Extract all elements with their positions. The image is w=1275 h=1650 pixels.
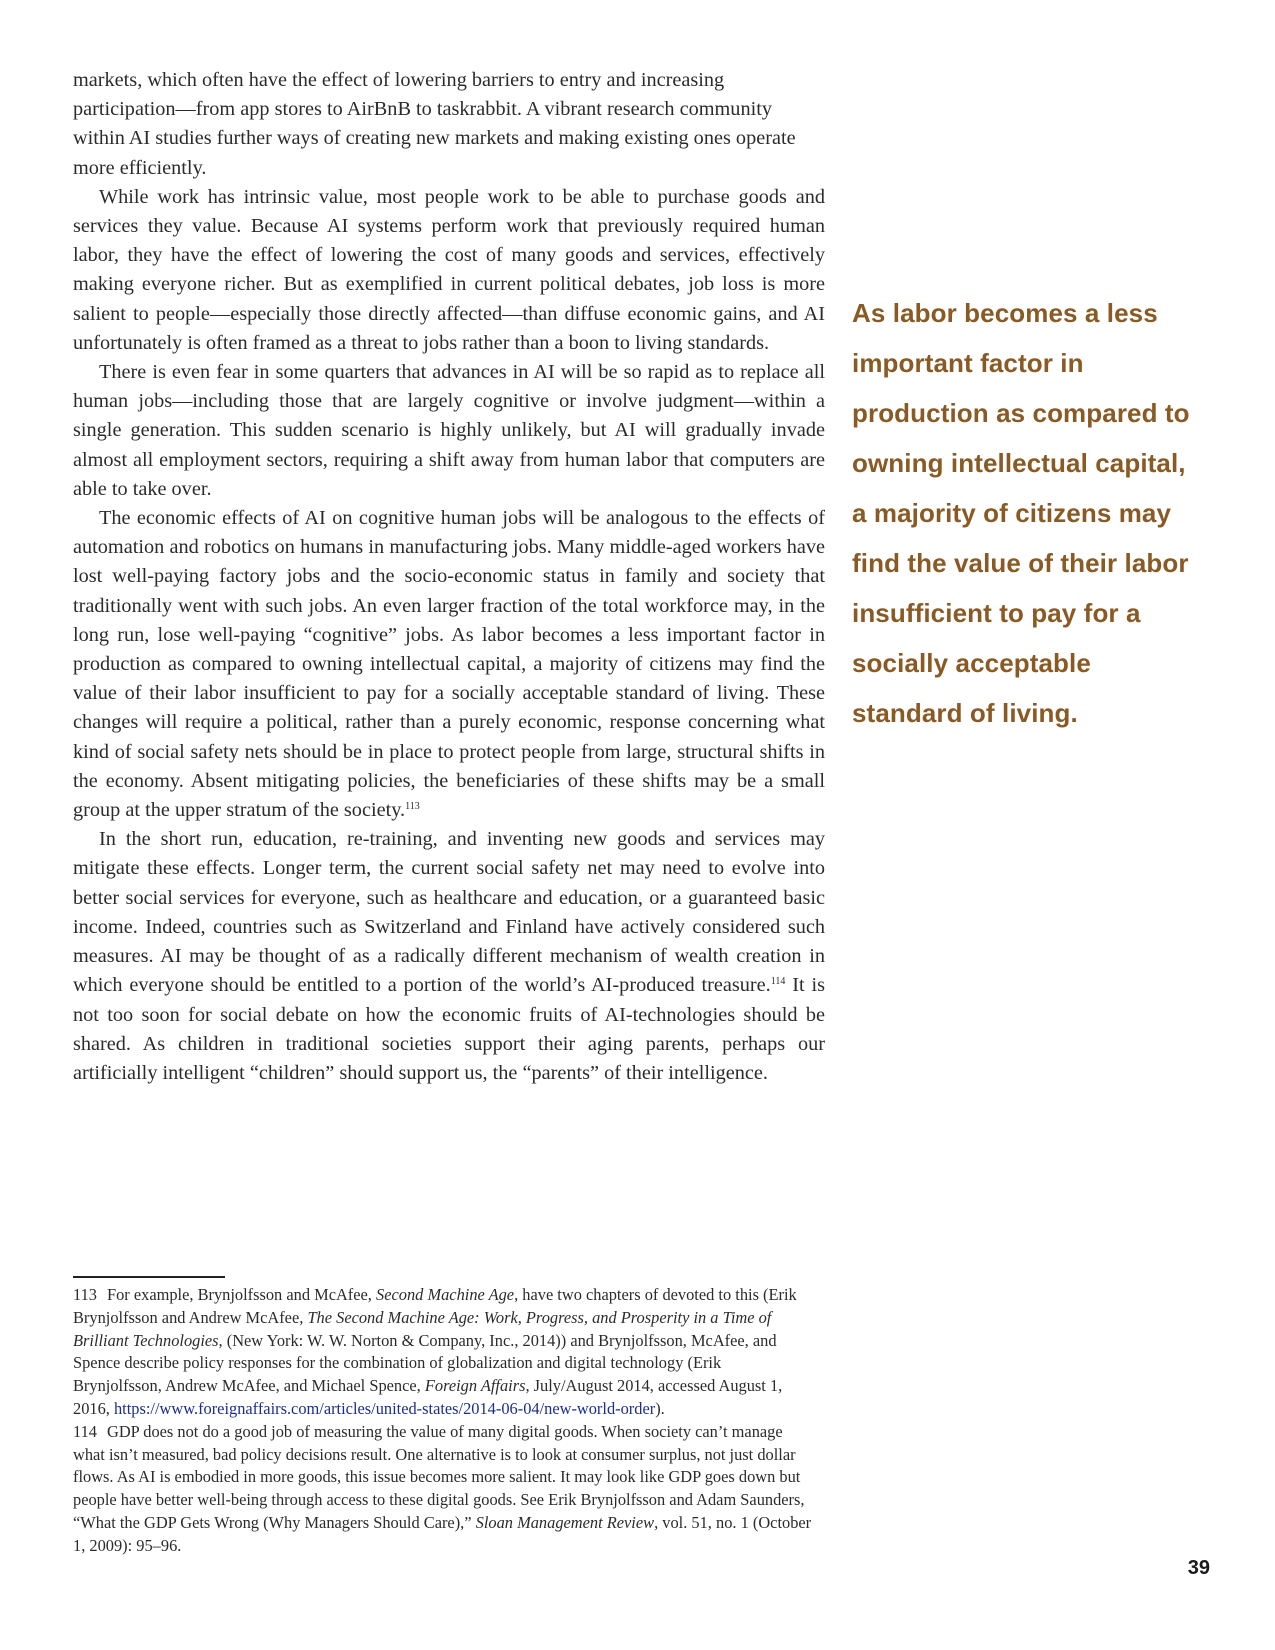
footnote-text: , July/August 2014, accessed August 1, 2016, — [73, 1376, 783, 1418]
main-body-text — [73, 66, 825, 1088]
footnote-ref-114[interactable]: 114 — [770, 976, 786, 988]
paragraph-4-text: The economic effects of AI on cognitive human jobs will be analogous to the effects of automation and robotics on humans in manufacturing jobs. Many middle-aged workers have lost well-paying factory jobs and the socio-economic status in family and society that traditionally went with such jobs. An even larger fraction of the total workforce may, in the long run, lose well-paying “cognitive” jobs. As labor becomes a less important factor in production as compared to owning intellectual capital, a majority of citizens may find the value of their labor insufficient to pay for a socially acceptable standard of living. These changes will require a political, rather than a purely economic, response concerning what kind of social safety nets should be in place to protect people from large, structural shifts in the economy. Absent mitigating policies, the beneficiaries of these shifts may be a small group at the upper stratum of the society. — [73, 507, 825, 822]
paragraph-5 — [73, 825, 825, 1088]
paragraph-5-text-b: It is not too soon for social debate on how the economic fruits of AI-technologies should be shared. As children in traditional societies support their aging parents, perhaps our artificially intelligent “children” should support us, the “parents” of their intelligence. — [73, 974, 825, 1084]
footnotes — [73, 1284, 813, 1558]
footnote-113 — [73, 1284, 813, 1421]
footnote-title-italic: Second Machine Age — [376, 1285, 515, 1304]
footnote-link[interactable]: https://www.foreignaffairs.com/articles/united-states/2014-06-04/new-world-order — [113, 1398, 656, 1418]
paragraph-2: While work has intrinsic value, most people work to be able to purchase goods and services they value. Because AI systems perform work that previously required human labor, they have the effect of lowering the cost of many goods and services, effectively making everyone richer. But as exemplified in current political debates, job loss is more salient to people—especially those directly affected—than diffuse economic gains, and AI unfortunately is often framed as a threat to jobs rather than a boon to living standards. — [73, 185, 825, 354]
footnote-text: GDP does not do a good job of measuring the value of many digital goods. When society can’t manage what isn’t measured, bad policy decisions result. One alternative is to look at consumer surplus, not just dollar flows. As AI is embodied in more goods, this issue becomes more salient. It may look like GDP goes down but people have better well-being through access to these digital goods. See Erik Brynjolfsson and Adam Saunders, “What the GDP Gets Wrong (Why Managers Should Care),” — [73, 1421, 805, 1532]
footnote-title-italic: Foreign Affairs — [424, 1376, 526, 1396]
footnote-divider — [73, 1276, 225, 1278]
footnote-text: ). — [655, 1398, 665, 1418]
page-number: 39 — [1187, 1557, 1210, 1579]
paragraph-3: There is even fear in some quarters that advances in AI will be so rapid as to replace all human jobs—including those that are largely cognitive or involve judgment—within a single generation. This sudden scenario is highly unlikely, but AI will gradually invade almost all employment sectors, requiring a shift away from human labor that computers are able to take over. — [73, 361, 825, 500]
footnote-ref-113[interactable]: 113 — [405, 801, 420, 813]
paragraph-5-text-a: In the short run, education, re-training, and inventing new goods and services may mitigate these effects. Longer term, the current social safety net may need to evolve into better social services for everyone, such as healthcare and education, or a guaranteed basic income. Indeed, countries such as Switzerland and Finland have actively considered such measures. AI may be thought of as a radically different mechanism of wealth creation in which everyone should be entitled to a portion of the world’s AI-produced treasure. — [73, 828, 825, 997]
footnote-number: 113 — [73, 1285, 97, 1304]
footnote-title-italic: The Second Machine Age: Work, Progress, and Prosperity in a Time of Brilliant Technologies — [73, 1307, 772, 1350]
footnote-title-italic: Sloan Management Review — [475, 1512, 655, 1532]
footnote-text: For example, Brynjolfsson and McAfee, — [106, 1285, 377, 1304]
paragraph-4 — [73, 504, 825, 825]
footnote-text: , (New York: W. W. Norton & Company, Inc., 2014)) and Brynjolfsson, McAfee, and Spence describe policy responses for the combination of globalization and digital technology (Erik Brynjolfsson, Andrew McAfee, and Michael Spence, — [73, 1330, 777, 1396]
paragraph-1: markets, which often have the effect of lowering barriers to entry and increasing participation—from app stores to AirBnB to taskrabbit. A vibrant research community within AI studies further ways of creating new markets and making existing ones operate more efficiently. — [73, 69, 796, 179]
footnote-text: , vol. 51, no. 1 (October 1, 2009): 95–96. — [73, 1512, 812, 1555]
footnote-number: 114 — [73, 1421, 97, 1441]
footnote-text: , have two chapters of devoted to this (Erik Brynjolfsson and Andrew McAfee, — [73, 1285, 797, 1327]
footnote-114 — [73, 1421, 813, 1558]
pull-quote: As labor becomes a less important factor in production as compared to owning intellectual capital, a majority of citizens may find the value of their labor insufficient to pay for a socially acceptable standard of living. — [852, 298, 1190, 728]
